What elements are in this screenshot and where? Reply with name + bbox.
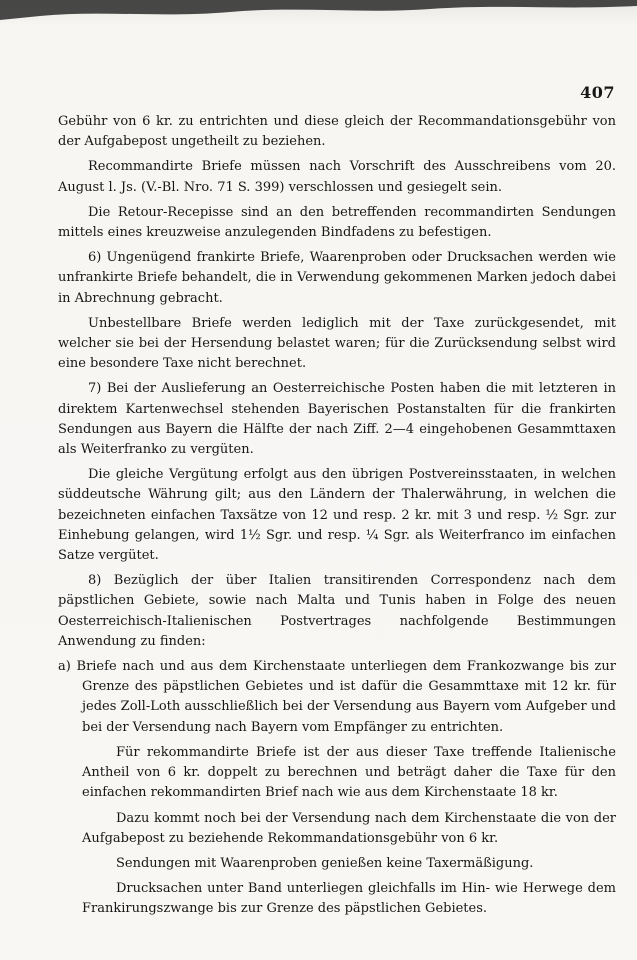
page-top-edge [0,0,637,28]
paragraph-8: a) Briefe nach und aus dem Kirchenstaate unterliegen dem Frankozwange bis zur Grenze des päpstlichen Gebietes und ist dafür die Gesammttaxe mit 12 kr. für jedes Zoll-Loth ausschließlich bei der Versendung aus Bayern vom Aufgeber und bei der Versendung nach Bayern vom Empfänger zu entrichten. [58,659,616,735]
page-number: 407 [580,83,615,102]
paragraph-10: Dazu kommt noch bei der Versendung nach dem Kirchenstaate die von der Aufgabepost zu beziehende Rekommandationsgebühr von 6 kr. [82,810,616,846]
paragraph-1: Recommandirte Briefe müssen nach Vorschrift des Ausschreibens vom 20. August l. Js. (V.-Bl. Nro. 71 S. 399) verschlossen und gesiegelt sein. [58,159,616,195]
paragraph-2: Die Retour-Recepisse sind an den betreffenden recommandirten Sendungen mittels eines kreuzweise anzulegenden Bindfadens zu befestigen. [58,204,616,241]
paragraph-3: 6) Ungenügend frankirte Briefe, Waarenproben oder Drucksachen werden wie unfrankirte Briefe behandelt, die in Verwendung gekommenen Marken jedoch dabei in Abrechnung gebracht. [58,250,616,306]
paragraph-4: Unbestellbare Briefe werden lediglich mit der Taxe zurückgesendet, mit welcher sie bei der Hersendung belastet waren; für die Zurücksendung selbst wird eine besondere Taxe nicht berechnet. [58,315,616,372]
paragraph-7: 8) Bezüglich der über Italien transitirenden Correspondenz nach dem päpstlichen Gebiete, sowie nach Malta und Tunis haben in Folge des neuen Oesterreichisch-Italienischen Postvertrages nachfolgende Bestimmungen Anwendung zu finden: [58,573,616,649]
paragraph-9: Für rekommandirte Briefe ist der aus dieser Taxe treffende Italienische Antheil von 6 kr. doppelt zu berechnen und beträgt daher die Taxe für den einfachen rekommandirten Brief nach wie aus dem Kirchenstaate 18 kr. [82,744,616,801]
body-text [58,112,616,925]
paragraph-6: Die gleiche Vergütung erfolgt aus den übrigen Postvereinsstaaten, in welchen süddeutsche Währung gilt; aus den Ländern der Thalerwährung, in welchen die bezeichneten einfachen Taxsätze von 12 und resp. 2 kr. mit 3 und resp. ½ Sgr. zur Einhebung gelangen, wird 1½ Sgr. und resp. ¼ Sgr. als Weiterfranco im einfachen Satze vergütet. [58,467,616,564]
paragraph-12: Drucksachen unter Band unterliegen gleichfalls im Hin- wie Herwege dem Frankirungszwange bis zur Grenze des päpstlichen Gebietes. [82,881,616,917]
paragraph-5: 7) Bei der Auslieferung an Oesterreichische Posten haben die mit letzteren in direktem Kartenwechsel stehenden Bayerischen Postanstalten für die frankirten Sendungen aus Bayern die Hälfte der nach Ziff. 2—4 eingehobenen Gesammttaxen als Weiterfranko zu vergüten. [58,381,616,458]
paragraph-0: Gebühr von 6 kr. zu entrichten und diese gleich der Recommandationsgebühr von der Aufgabepost ungetheilt zu beziehen. [58,114,616,150]
paragraph-11: Sendungen mit Waarenproben genießen keine Taxermäßigung. [116,855,534,871]
